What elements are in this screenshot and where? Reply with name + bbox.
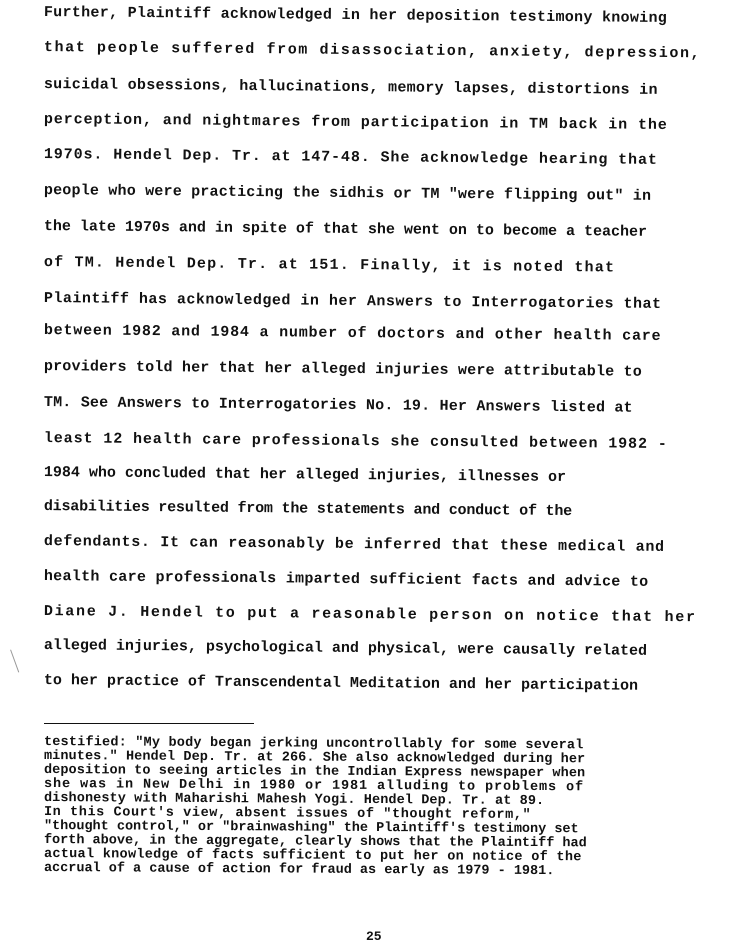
footnote-line: dishonesty with Maharishi Mahesh Yogi. Hendel Dep. Tr. at 89.: [43, 791, 545, 810]
body-line: least 12 health care professionals she consulted between 1982 -: [43, 430, 668, 453]
page-number: 25: [366, 929, 382, 944]
body-line: between 1982 and 1984 a number of doctors and other health care: [43, 322, 662, 345]
footnote-line: forth above, in the aggregate, clearly shows that the Plaintiff had: [43, 833, 587, 852]
footnote-line: actual knowledge of facts sufficient to put her on notice of the: [43, 847, 582, 866]
body-line: people who were practicing the sidhis or TM "were flipping out" in: [43, 182, 652, 205]
footnote-divider: [44, 723, 254, 724]
footnote-line: minutes." Hendel Dep. Tr. at 266. She also acknowledged during her: [43, 749, 586, 768]
body-line: 1970s. Hendel Dep. Tr. at 147-48. She acknowledge hearing that: [43, 146, 658, 169]
body-line: providers told her that her alleged injuries were attributable to: [43, 358, 643, 381]
body-line: Diane J. Hendel to put a reasonable person on notice that her: [43, 603, 697, 627]
margin-mark: [10, 648, 25, 673]
footnote-line: she was in New Delhi in 1980 or 1981 alluding to problems of: [43, 777, 585, 796]
footnote-line: testified: "My body began jerking uncontrollably for some several: [43, 735, 584, 754]
footnote-line: "thought control," or "brainwashing" the Plaintiff's testimony set: [43, 819, 579, 838]
body-line: alleged injuries, psychological and physical, were causally related: [43, 637, 648, 660]
footnote-line: accrual of a cause of action for fraud as early as 1979 - 1981.: [43, 861, 555, 880]
body-line: the late 1970s and in spite of that she went on to become a teacher: [43, 218, 648, 241]
body-line: health care professionals imparted sufficient facts and advice to: [43, 568, 649, 591]
body-line: TM. See Answers to Interrogatories No. 19. Her Answers listed at: [43, 394, 633, 417]
footnote-line: deposition to seeing articles in the Indian Express newspaper when: [43, 763, 586, 782]
footnote-line: In this Court's view, absent issues of "thought reform,": [43, 805, 532, 823]
body-line: 1984 who concluded that her alleged injuries, illnesses or: [43, 464, 567, 487]
body-line: defendants. It can reasonably be inferred that these medical and: [43, 533, 665, 556]
body-line: perception, and nightmares from participation in TM back in the: [43, 111, 668, 134]
body-line: disabilities resulted from the statements and conduct of the: [43, 498, 573, 521]
body-line: that people suffered from disassociation, anxiety, depression,: [43, 39, 702, 63]
body-line: to her practice of Transcendental Meditation and her participation: [43, 672, 639, 695]
body-line: of TM. Hendel Dep. Tr. at 151. Finally, it is noted that: [43, 254, 616, 277]
body-line: Further, Plaintiff acknowledged in her deposition testimony knowing: [43, 4, 668, 27]
body-line: suicidal obsessions, hallucinations, memory lapses, distortions in: [43, 76, 658, 99]
body-line: Plaintiff has acknowledged in her Answers to Interrogatories that: [43, 290, 662, 313]
